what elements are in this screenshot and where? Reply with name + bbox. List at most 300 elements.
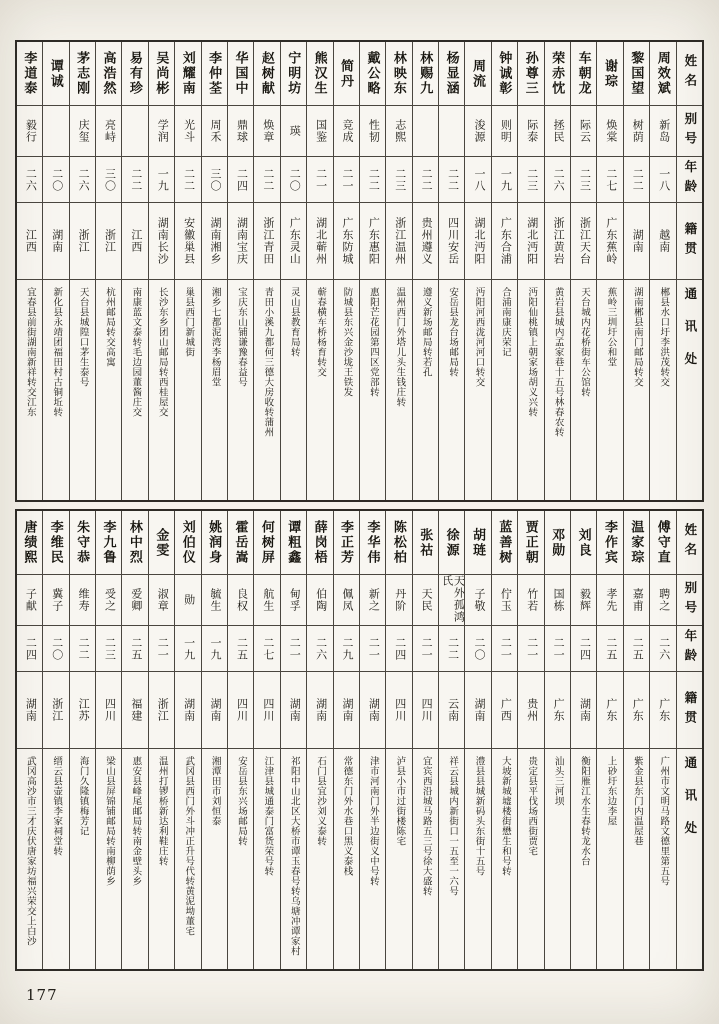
person-name-cell <box>96 42 121 106</box>
person-alias-cell <box>650 106 675 157</box>
person-column <box>385 511 411 969</box>
person-native-cell-text: 湖南湘乡 <box>209 217 222 265</box>
person-native-cell-text: 浙江温州 <box>393 217 406 265</box>
person-address-cell <box>43 280 68 500</box>
person-name-cell <box>465 42 490 106</box>
person-address-cell-text: 惠安县峰尾邮局转南金壁头乡 <box>130 756 141 886</box>
person-name-cell <box>122 42 147 106</box>
person-alias-cell <box>254 575 279 626</box>
person-alias-cell <box>70 575 95 626</box>
person-column <box>17 42 42 500</box>
person-age-cell-text: 二一 <box>552 636 565 661</box>
person-alias-cell-text: 甸孚 <box>288 588 301 612</box>
person-native-cell <box>254 672 279 749</box>
person-age-cell <box>202 626 227 672</box>
person-age-cell <box>43 626 68 672</box>
person-address-cell <box>122 749 147 969</box>
person-alias-cell <box>413 575 438 626</box>
person-age-cell-text: 二二 <box>261 167 274 192</box>
person-age-cell <box>96 626 121 672</box>
person-alias-cell-text: 爱卿 <box>129 588 142 612</box>
person-alias-cell-text: 聘之 <box>657 588 670 612</box>
person-age-cell-text: 一九 <box>499 167 512 192</box>
person-native-cell-text: 湖南 <box>50 229 63 253</box>
person-address-cell-text: 青田小溪九都何三德大房收转蒲州 <box>262 287 273 437</box>
person-address-cell <box>597 749 622 969</box>
person-native-cell-text: 四川 <box>420 698 433 722</box>
person-address-cell-text: 祁阳中山北区大桥市谭玉春号转乌塘冲谭家村 <box>288 756 299 956</box>
person-address-cell-text: 衡阳雁江水生春转龙水台 <box>579 756 590 866</box>
person-address-cell <box>386 749 411 969</box>
person-age-cell <box>597 626 622 672</box>
person-name-cell <box>492 511 517 575</box>
person-name-cell-text: 宁明坊 <box>286 51 302 96</box>
person-age-cell <box>228 626 253 672</box>
person-name-cell-text: 李仲荃 <box>207 51 223 96</box>
person-age-cell-text: 二二 <box>182 167 195 192</box>
person-address-cell <box>149 749 174 969</box>
person-address-cell-text: 海门久隆镇梅芳记 <box>77 756 88 836</box>
person-name-cell <box>545 42 570 106</box>
person-column <box>333 42 359 500</box>
person-alias-cell-text: 瑛 <box>288 125 301 137</box>
person-alias-cell <box>624 575 649 626</box>
person-native-cell <box>518 672 543 749</box>
person-native-cell-text: 湖南 <box>578 698 591 722</box>
person-name-cell-text: 谭诚 <box>48 58 64 89</box>
person-age-cell <box>202 157 227 203</box>
person-name-cell <box>70 42 95 106</box>
person-age-cell <box>492 157 517 203</box>
person-age-cell-text: 二五 <box>235 636 248 661</box>
person-age-cell-text: 二六 <box>552 167 565 192</box>
person-native-cell <box>465 203 490 280</box>
person-address-cell <box>597 280 622 500</box>
person-name-cell-text: 徐源 <box>444 527 460 558</box>
person-age-cell-text: 二〇 <box>288 167 301 192</box>
person-alias-cell-text: 志熙 <box>393 119 406 143</box>
person-name-cell-text: 易有珍 <box>127 51 143 96</box>
person-native-cell-text: 浙江 <box>156 698 169 722</box>
person-name-cell <box>70 511 95 575</box>
person-native-cell <box>307 203 332 280</box>
person-alias-cell-text: 鼎球 <box>235 119 248 143</box>
person-alias-cell <box>43 575 68 626</box>
person-native-cell <box>96 672 121 749</box>
person-age-cell <box>17 157 42 203</box>
person-name-cell <box>254 42 279 106</box>
person-native-cell <box>254 203 279 280</box>
person-name-cell-text: 高浩然 <box>101 51 117 96</box>
person-age-cell <box>122 157 147 203</box>
person-address-cell-text: 湖南郴县南门邮局转交 <box>631 287 642 387</box>
person-alias-cell <box>413 106 438 157</box>
person-alias-cell-text: 淑章 <box>156 588 169 612</box>
person-alias-cell-text: 亮峙 <box>103 119 116 143</box>
person-name-cell <box>492 42 517 106</box>
person-alias-cell <box>571 575 596 626</box>
person-address-cell <box>202 280 227 500</box>
person-age-cell <box>465 157 490 203</box>
person-name-cell <box>228 42 253 106</box>
person-alias-cell <box>43 106 68 157</box>
person-address-cell-text: 黄岩县城内孟家巷十五号林春农转 <box>552 287 563 437</box>
person-alias-cell-text: 勋 <box>182 594 195 606</box>
person-column <box>623 42 649 500</box>
person-alias-cell <box>624 106 649 157</box>
person-native-cell <box>149 203 174 280</box>
person-address-cell <box>228 280 253 500</box>
person-address-cell <box>492 280 517 500</box>
person-native-cell <box>70 203 95 280</box>
person-name-cell <box>228 511 253 575</box>
person-alias-cell <box>465 106 490 157</box>
person-alias-cell <box>360 575 385 626</box>
header-age-label <box>677 626 702 672</box>
person-native-cell-text: 浙江青田 <box>261 217 274 265</box>
header-native-label <box>677 672 702 749</box>
person-alias-cell <box>386 575 411 626</box>
person-name-cell <box>17 42 42 106</box>
person-address-cell-text: 沔阳河西泷河河口转交 <box>473 287 484 387</box>
person-alias-cell-text: 国鉴 <box>314 119 327 143</box>
person-native-cell <box>386 203 411 280</box>
person-age-cell <box>518 626 543 672</box>
person-age-cell <box>149 626 174 672</box>
person-name-cell <box>43 42 68 106</box>
person-address-cell <box>360 280 385 500</box>
person-native-cell-text: 四川 <box>261 698 274 722</box>
person-alias-cell <box>202 575 227 626</box>
person-name-cell-text: 刘伯仪 <box>180 520 196 565</box>
person-address-cell-text: 江津县城通泰门富货荣号转 <box>262 756 273 876</box>
person-alias-cell <box>650 575 675 626</box>
person-native-cell <box>334 672 359 749</box>
person-native-cell-text: 广东蕉岭 <box>604 217 617 265</box>
person-native-cell <box>518 203 543 280</box>
person-address-cell <box>386 280 411 500</box>
person-name-cell-text: 林赐九 <box>418 51 434 96</box>
person-native-cell <box>597 203 622 280</box>
person-native-cell-text: 安徽巢县 <box>182 217 195 265</box>
header-native-label-text: 籍贯 <box>682 221 697 261</box>
person-name-cell-text: 刘耀南 <box>180 51 196 96</box>
person-native-cell <box>17 672 42 749</box>
person-address-cell-text: 上砂圩东边李屋 <box>605 756 616 826</box>
person-alias-cell <box>360 106 385 157</box>
person-name-cell-text: 金雯 <box>154 527 170 558</box>
person-age-cell <box>413 626 438 672</box>
person-name-cell <box>17 511 42 575</box>
person-native-cell <box>465 672 490 749</box>
person-name-cell <box>334 42 359 106</box>
person-alias-cell <box>597 106 622 157</box>
person-native-cell-text: 四川 <box>393 698 406 722</box>
person-alias-cell <box>386 106 411 157</box>
person-native-cell-text: 四川 <box>103 698 116 722</box>
person-age-cell-text: 二七 <box>604 167 617 192</box>
person-name-cell-text: 简丹 <box>339 58 355 89</box>
person-age-cell-text: 二一 <box>525 636 538 661</box>
person-name-cell-text: 刘良 <box>576 527 592 558</box>
person-alias-cell <box>96 106 121 157</box>
person-column <box>359 511 385 969</box>
person-alias-cell <box>281 575 306 626</box>
person-age-cell-text: 一九 <box>182 636 195 661</box>
person-age-cell-text: 一九 <box>209 636 222 661</box>
person-native-cell <box>96 203 121 280</box>
person-alias-cell-text: 子敬 <box>472 588 485 612</box>
person-name-cell <box>307 511 332 575</box>
person-age-cell-text: 二三 <box>578 167 591 192</box>
person-name-cell <box>597 42 622 106</box>
person-name-cell <box>518 42 543 106</box>
person-column <box>596 511 622 969</box>
person-address-cell <box>360 749 385 969</box>
person-alias-cell <box>122 575 147 626</box>
person-native-cell <box>597 672 622 749</box>
person-age-cell-text: 二二 <box>129 167 142 192</box>
person-alias-cell <box>281 106 306 157</box>
person-name-cell-text: 戴公略 <box>365 51 381 96</box>
person-address-cell-text: 湘潭田市刘恒泰 <box>209 756 220 826</box>
person-alias-cell-text: 子献 <box>24 588 37 612</box>
person-alias-cell-text: 航生 <box>261 588 274 612</box>
person-address-cell <box>624 749 649 969</box>
person-column <box>148 42 174 500</box>
person-name-cell <box>307 42 332 106</box>
person-age-cell-text: 一八 <box>657 167 670 192</box>
person-address-cell-text: 杭州邮局转交高寓 <box>104 287 115 367</box>
person-column <box>544 42 570 500</box>
person-address-cell-text: 贵定县平伐场西街贾宅 <box>526 756 537 856</box>
person-name-cell-text: 周流 <box>471 58 486 89</box>
person-address-cell <box>228 749 253 969</box>
person-name-cell-text: 黎国望 <box>629 51 645 96</box>
person-native-cell-text: 浙江黄岩 <box>552 217 565 265</box>
person-address-cell-text: 遵义新场邮局转若孔 <box>420 287 431 377</box>
person-age-cell-text: 二三 <box>103 636 116 661</box>
directory-table-bottom <box>15 509 704 971</box>
person-address-cell <box>624 280 649 500</box>
person-age-cell <box>439 157 464 203</box>
person-age-cell <box>439 626 464 672</box>
person-column <box>148 511 174 969</box>
person-native-cell <box>122 672 147 749</box>
person-alias-cell-text: 佇玉 <box>499 588 512 612</box>
person-native-cell <box>17 203 42 280</box>
person-column <box>491 511 517 969</box>
person-address-cell-text: 石门县宜沙刘义泰转 <box>315 756 326 846</box>
person-native-cell-text: 贵州遵义 <box>420 217 433 265</box>
person-native-cell-text: 广东 <box>552 698 565 722</box>
header-address-label <box>677 749 702 969</box>
person-column <box>17 511 42 969</box>
person-column <box>570 42 596 500</box>
person-name-cell <box>413 511 438 575</box>
person-age-cell-text: 二一 <box>156 636 169 661</box>
person-address-cell-text: 合浦南康庆荣记 <box>499 287 510 357</box>
person-age-cell <box>175 626 200 672</box>
person-alias-cell-text: 焕章 <box>261 119 274 143</box>
person-address-cell <box>17 749 42 969</box>
person-address-cell <box>202 749 227 969</box>
person-alias-cell-text: 浚源 <box>472 119 485 143</box>
person-alias-cell <box>307 575 332 626</box>
person-column <box>69 511 95 969</box>
person-age-cell-text: 二四 <box>24 636 37 661</box>
person-column <box>121 511 147 969</box>
person-address-cell-text: 蕲春横车桥杨育转交 <box>315 287 326 377</box>
person-age-cell-text: 二一 <box>367 636 380 661</box>
person-address-cell <box>307 280 332 500</box>
header-name-label-text: 姓名 <box>682 523 697 562</box>
person-column <box>570 511 596 969</box>
person-alias-cell <box>439 106 464 157</box>
person-native-cell-text: 贵州 <box>525 698 538 722</box>
person-alias-cell-text: 孝先 <box>604 588 617 612</box>
person-address-cell <box>439 749 464 969</box>
person-address-cell-text: 湘乡七都泥湾李杨眉堂 <box>209 287 220 387</box>
person-name-cell <box>175 511 200 575</box>
person-address-cell-text: 津市河南门外半边街义中号转 <box>367 756 378 886</box>
person-address-cell <box>571 280 596 500</box>
person-native-cell <box>413 672 438 749</box>
person-age-cell-text: 三〇 <box>209 167 222 192</box>
person-address-cell-text: 宝庆东山铺谦豫春益号 <box>235 287 246 387</box>
person-age-cell-text: 二五 <box>129 636 142 661</box>
person-alias-cell <box>597 575 622 626</box>
person-native-cell <box>228 203 253 280</box>
person-alias-cell-text: 际云 <box>578 119 591 143</box>
person-age-cell <box>228 157 253 203</box>
person-column <box>42 42 68 500</box>
person-name-cell <box>360 42 385 106</box>
person-address-cell <box>545 749 570 969</box>
header-age-label-text: 年龄 <box>682 160 697 199</box>
person-age-cell <box>254 157 279 203</box>
person-native-cell <box>307 672 332 749</box>
person-name-cell <box>386 42 411 106</box>
header-name-label <box>677 511 702 575</box>
person-native-cell-text: 广东 <box>604 698 617 722</box>
person-native-cell <box>492 203 517 280</box>
page-number: 177 <box>26 986 58 1004</box>
person-column <box>280 42 306 500</box>
person-name-cell <box>650 42 675 106</box>
person-address-cell-text: 祥云县城内新街口一五至一六号 <box>447 756 458 896</box>
person-name-cell-text: 傅守直 <box>655 520 671 565</box>
person-native-cell <box>175 672 200 749</box>
person-name-cell <box>465 511 490 575</box>
person-column <box>464 42 490 500</box>
person-alias-cell <box>175 106 200 157</box>
header-address-label-text: 通讯处 <box>682 756 697 854</box>
person-name-cell-text: 何树屏 <box>259 520 275 565</box>
person-name-cell-text: 陈松柏 <box>391 520 407 565</box>
person-age-cell-text: 二一 <box>341 167 353 192</box>
person-column <box>623 511 649 969</box>
person-age-cell-text: 二一 <box>499 636 512 661</box>
person-native-cell-text: 湖南 <box>367 698 380 722</box>
person-native-cell-text: 越南 <box>657 229 670 253</box>
person-native-cell <box>650 672 675 749</box>
header-column <box>676 42 702 500</box>
person-alias-cell <box>571 106 596 157</box>
person-age-cell-text: 二二 <box>367 167 380 192</box>
person-column <box>306 42 332 500</box>
person-name-cell <box>518 511 543 575</box>
person-address-cell <box>518 280 543 500</box>
person-name-cell <box>571 42 596 106</box>
person-age-cell-text: 二二 <box>77 636 90 661</box>
person-native-cell-text: 湖北沔阳 <box>525 217 538 265</box>
person-name-cell-text: 李华伟 <box>365 520 381 565</box>
person-column <box>359 42 385 500</box>
person-address-cell <box>334 749 359 969</box>
person-age-cell-text: 二一 <box>420 636 433 661</box>
person-address-cell-text: 安岳县龙台场邮局转 <box>447 287 458 377</box>
person-native-cell <box>624 203 649 280</box>
person-age-cell <box>307 626 332 672</box>
person-name-cell <box>254 511 279 575</box>
header-name-label <box>677 42 702 106</box>
person-alias-cell <box>202 106 227 157</box>
person-name-cell-text: 李维民 <box>48 520 64 565</box>
person-native-cell <box>43 672 68 749</box>
person-native-cell-text: 浙江 <box>50 698 63 722</box>
person-native-cell-text: 湖南 <box>341 698 353 722</box>
person-column <box>412 511 438 969</box>
person-name-cell-text: 熊汉生 <box>312 51 328 96</box>
person-age-cell <box>465 626 490 672</box>
person-native-cell <box>334 203 359 280</box>
person-native-cell-text: 湖北蕲州 <box>314 217 327 265</box>
person-alias-cell <box>465 575 490 626</box>
person-name-cell <box>43 511 68 575</box>
person-name-cell <box>149 511 174 575</box>
person-alias-cell-text: 竞成 <box>341 119 353 143</box>
person-native-cell <box>70 672 95 749</box>
person-name-cell <box>202 42 227 106</box>
person-native-cell <box>202 672 227 749</box>
person-native-cell-text: 广东 <box>657 698 670 722</box>
person-native-cell-text: 湖南长沙 <box>156 217 169 265</box>
person-alias-cell <box>122 106 147 157</box>
person-native-cell <box>571 203 596 280</box>
person-name-cell-text: 朱守恭 <box>75 520 91 565</box>
header-column <box>676 511 702 969</box>
person-name-cell-text: 谭粗鑫 <box>286 520 302 565</box>
person-native-cell-text: 湖南 <box>472 698 485 722</box>
person-address-cell-text: 防城县东兴金沙垅王铁发 <box>341 287 352 397</box>
person-address-cell-text: 温州西门外塔儿头生钱庄转 <box>394 287 405 407</box>
person-age-cell <box>650 157 675 203</box>
person-age-cell <box>175 157 200 203</box>
person-alias-cell-text: 天民 <box>420 588 433 612</box>
person-address-cell <box>96 749 121 969</box>
person-age-cell <box>360 626 385 672</box>
person-age-cell <box>571 157 596 203</box>
person-address-cell-text: 南康蓝文泰转毛边园董酱庄交 <box>130 287 141 417</box>
person-alias-cell-text: 光斗 <box>182 119 195 143</box>
person-address-cell <box>122 280 147 500</box>
person-age-cell-text: 二〇 <box>50 167 63 192</box>
person-age-cell <box>43 157 68 203</box>
person-alias-cell-text: 则明 <box>499 119 512 143</box>
person-alias-cell-text: 新岛 <box>657 119 670 143</box>
person-age-cell <box>650 626 675 672</box>
